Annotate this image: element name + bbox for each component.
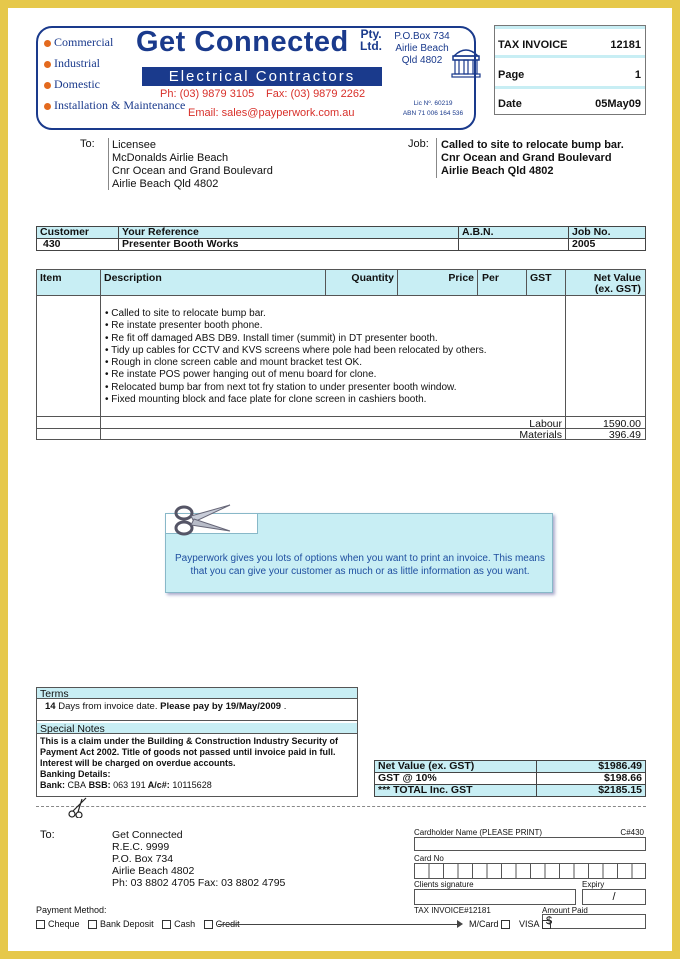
page-label: Page bbox=[498, 69, 525, 81]
to-line: Licensee bbox=[112, 139, 157, 151]
terms-text bbox=[45, 701, 286, 712]
scissors-icon bbox=[172, 501, 232, 537]
special-notes-box bbox=[36, 721, 358, 797]
building-icon bbox=[450, 42, 482, 78]
remit-line: Ph: 03 8802 4705 Fax: 03 8802 4795 bbox=[112, 877, 286, 889]
totals-total-row bbox=[375, 785, 646, 797]
expiry-input[interactable]: / bbox=[582, 889, 646, 905]
bullet-icon bbox=[44, 103, 51, 110]
remit-line: Get Connected bbox=[112, 829, 183, 841]
terms-mid: Days from invoice date. bbox=[55, 701, 161, 712]
amount-paid-input[interactable]: $ bbox=[542, 914, 646, 929]
header-gst: GST bbox=[530, 272, 552, 284]
mcard-label: M/Card bbox=[469, 919, 499, 929]
callout-line: that you can give your customer as much or as little information as you want. bbox=[190, 566, 530, 577]
card-number-input[interactable] bbox=[414, 863, 646, 879]
notes-title: Special Notes bbox=[40, 723, 105, 735]
method-label: Cash bbox=[174, 919, 196, 929]
arrow-line bbox=[218, 924, 460, 925]
date-label: Date bbox=[498, 98, 522, 110]
band bbox=[495, 55, 645, 58]
company-phone: Ph: (03) 9879 3105 bbox=[160, 88, 255, 100]
customer-number: 430 bbox=[37, 239, 119, 251]
totals-gst-row bbox=[375, 773, 646, 785]
company-pty: Pty. Ltd. bbox=[360, 27, 382, 53]
service-installation: Installation & Maintenance bbox=[54, 98, 186, 112]
arrow-icon bbox=[457, 920, 463, 928]
bsb-value: 063 191 bbox=[113, 780, 146, 790]
scissors-icon bbox=[68, 796, 90, 818]
customer-table bbox=[36, 226, 646, 251]
description-line: • Re instate POS power hanging out of menu board for clone. bbox=[105, 369, 377, 381]
notes-line: Payment Act 2002. Title of goods not passed until invoice paid in full. bbox=[40, 747, 336, 757]
signature-label: Clients signature bbox=[414, 880, 474, 889]
totals-net-row bbox=[375, 761, 646, 773]
rule bbox=[397, 270, 398, 295]
method-label: Cheque bbox=[48, 919, 80, 929]
header-per: Per bbox=[482, 272, 499, 284]
header-price: Price bbox=[448, 272, 474, 284]
materials-label: Materials bbox=[519, 429, 562, 441]
description-line: • Called to site to relocate bump bar. bbox=[105, 308, 266, 319]
card-types bbox=[469, 919, 554, 929]
to-line: Cnr Ocean and Grand Boulevard bbox=[112, 165, 273, 177]
card-no-label: Card No bbox=[414, 854, 444, 863]
to-line: Airlie Beach Qld 4802 bbox=[112, 178, 219, 190]
bank-details bbox=[40, 780, 338, 791]
rule bbox=[565, 270, 566, 439]
licence-number: Lic Nº. 60219 bbox=[413, 100, 453, 107]
divider bbox=[108, 138, 109, 190]
notes-line: This is a claim under the Building & Construction Industry Security of bbox=[40, 736, 339, 746]
header-job-no: Job No. bbox=[569, 227, 646, 239]
company-fax: Fax: (03) 9879 2262 bbox=[266, 88, 366, 100]
invoice-info-box bbox=[494, 25, 646, 115]
payment-method-label: Payment Method: bbox=[36, 905, 107, 915]
description-line: • Fixed mounting block and face plate for clone screen in cashiers booth. bbox=[105, 394, 427, 406]
description-line: • Tidy up cables for CCTV and KVS screens where pole had been relocated by others. bbox=[105, 344, 487, 356]
invoice-title: TAX INVOICE bbox=[498, 39, 568, 51]
job-line: Airlie Beach Qld 4802 bbox=[441, 165, 554, 177]
abn-number: ABN 71 006 164 536 bbox=[402, 110, 464, 117]
visa-checkbox[interactable] bbox=[542, 920, 551, 929]
band bbox=[495, 26, 645, 29]
service-domestic: Domestic bbox=[54, 77, 100, 91]
header-description: Description bbox=[104, 272, 162, 284]
amount-paid-label: Amount Paid bbox=[542, 906, 588, 915]
callout-text bbox=[166, 552, 554, 578]
bsb-label: BSB: bbox=[88, 780, 111, 790]
rule bbox=[37, 416, 645, 417]
bank-deposit-checkbox[interactable] bbox=[88, 920, 97, 929]
to-label: To: bbox=[80, 138, 95, 150]
header-item: Item bbox=[40, 272, 62, 284]
description-line: • Rough in clone screen cable and mount bracket test OK. bbox=[105, 357, 362, 369]
remit-line: P.O. Box 734 bbox=[112, 853, 174, 865]
method-label: Bank Deposit bbox=[100, 919, 154, 929]
service-commercial: Commercial bbox=[54, 35, 114, 49]
gst-value: $198.66 bbox=[537, 773, 646, 785]
terms-days: 14 bbox=[45, 701, 56, 712]
signature-input[interactable] bbox=[414, 889, 576, 905]
invoice-page bbox=[8, 8, 672, 951]
header-net-value: Net Value bbox=[593, 272, 641, 284]
bullet-icon bbox=[44, 82, 51, 89]
terms-end: . bbox=[281, 701, 287, 712]
description-line: • Re fit off damaged ABS DB9. Install timer (summit) in DT presenter booth. bbox=[105, 332, 438, 344]
credit-checkbox[interactable] bbox=[204, 920, 213, 929]
notes-text bbox=[40, 736, 338, 791]
header-customer: Customer bbox=[37, 227, 119, 239]
job-label: Job: bbox=[408, 138, 429, 150]
header-reference: Your Reference bbox=[119, 227, 459, 239]
abn-value bbox=[459, 239, 569, 251]
to-address bbox=[112, 139, 273, 191]
customer-header-row bbox=[37, 227, 646, 239]
header-abn: A.B.N. bbox=[459, 227, 569, 239]
labour-label: Labour bbox=[529, 418, 562, 430]
cheque-checkbox[interactable] bbox=[36, 920, 45, 929]
terms-title: Terms bbox=[40, 688, 69, 700]
job-number: 2005 bbox=[569, 239, 646, 251]
job-line: Called to site to relocate bump bar. bbox=[441, 139, 624, 151]
total-value: $2185.15 bbox=[537, 785, 646, 797]
divider bbox=[436, 138, 437, 178]
rule bbox=[37, 295, 645, 296]
rule bbox=[477, 270, 478, 295]
bullet-icon bbox=[44, 61, 51, 68]
terms-pay-by: Please pay by 19/May/2009 bbox=[160, 701, 282, 712]
company-email: Email: sales@payperwork.com.au bbox=[188, 107, 355, 119]
expiry-label: Expiry bbox=[582, 880, 605, 889]
net-value: $1986.49 bbox=[537, 761, 646, 773]
customer-ref: C#430 bbox=[620, 828, 644, 837]
rule bbox=[100, 270, 101, 439]
company-tagline: Electrical Contractors bbox=[142, 67, 382, 86]
method-label: Credit bbox=[215, 919, 240, 929]
bank-label: Bank: bbox=[40, 780, 66, 790]
remit-address bbox=[112, 829, 285, 889]
remit-to-label: To: bbox=[40, 829, 55, 841]
cardholder-label: Cardholder Name (PLEASE PRINT) bbox=[414, 828, 543, 837]
cut-line bbox=[36, 806, 646, 807]
description-line: • Relocated bump bar from next tot fry station to under presenter booth window. bbox=[105, 381, 457, 393]
visa-label: VISA bbox=[519, 919, 540, 929]
band bbox=[495, 86, 645, 89]
invoice-date: 05May09 bbox=[595, 98, 641, 110]
service-industrial: Industrial bbox=[54, 56, 100, 70]
po-line-1: P.O.Box 734 bbox=[394, 31, 450, 42]
company-name: Get Connected bbox=[136, 26, 349, 58]
totals-table bbox=[374, 760, 646, 797]
materials-value: 396.49 bbox=[608, 429, 641, 441]
items-table bbox=[36, 269, 646, 440]
job-line: Cnr Ocean and Grand Boulevard bbox=[441, 152, 612, 164]
cardholder-name-input[interactable] bbox=[414, 837, 646, 851]
job-address bbox=[441, 139, 624, 178]
customer-value-row bbox=[37, 239, 646, 251]
po-line-3: Qld 4802 bbox=[401, 55, 443, 66]
notes-line: Banking Details: bbox=[40, 769, 111, 779]
account-value: 10115628 bbox=[172, 780, 212, 790]
mcard-checkbox[interactable] bbox=[501, 920, 510, 929]
cash-checkbox[interactable] bbox=[162, 920, 171, 929]
rule bbox=[526, 270, 527, 295]
po-line-2: Airlie Beach bbox=[395, 43, 449, 54]
description-line: • Re instate presenter booth phone. bbox=[105, 320, 263, 332]
notes-line: Interest will be charged on overdue accounts. bbox=[40, 758, 236, 768]
terms-box bbox=[36, 687, 358, 721]
labour-value: 1590.00 bbox=[603, 418, 641, 430]
account-label: A/c#: bbox=[147, 780, 170, 790]
terms-header bbox=[37, 688, 357, 699]
bullet-icon bbox=[44, 40, 51, 47]
net-label: Net Value (ex. GST) bbox=[375, 761, 537, 773]
bank-name: CBA bbox=[67, 780, 87, 790]
remit-line: R.E.C. 9999 bbox=[112, 841, 170, 853]
gst-label: GST @ 10% bbox=[375, 773, 537, 785]
page-number: 1 bbox=[634, 69, 641, 81]
callout-line: Payperwork gives you lots of options when you want to print an invoice. This means bbox=[174, 553, 545, 564]
invoice-ref: TAX INVOICE#12181 bbox=[414, 906, 491, 915]
header-quantity: Quantity bbox=[351, 272, 394, 284]
to-line: McDonalds Airlie Beach bbox=[112, 152, 229, 164]
total-label: *** TOTAL Inc. GST bbox=[375, 785, 537, 797]
header-ex-gst: (ex. GST) bbox=[594, 283, 641, 295]
payment-methods bbox=[36, 919, 240, 929]
invoice-number: 12181 bbox=[610, 39, 641, 51]
description-list bbox=[105, 308, 487, 406]
your-reference: Presenter Booth Works bbox=[119, 239, 459, 251]
remit-line: Airlie Beach 4802 bbox=[112, 865, 195, 877]
